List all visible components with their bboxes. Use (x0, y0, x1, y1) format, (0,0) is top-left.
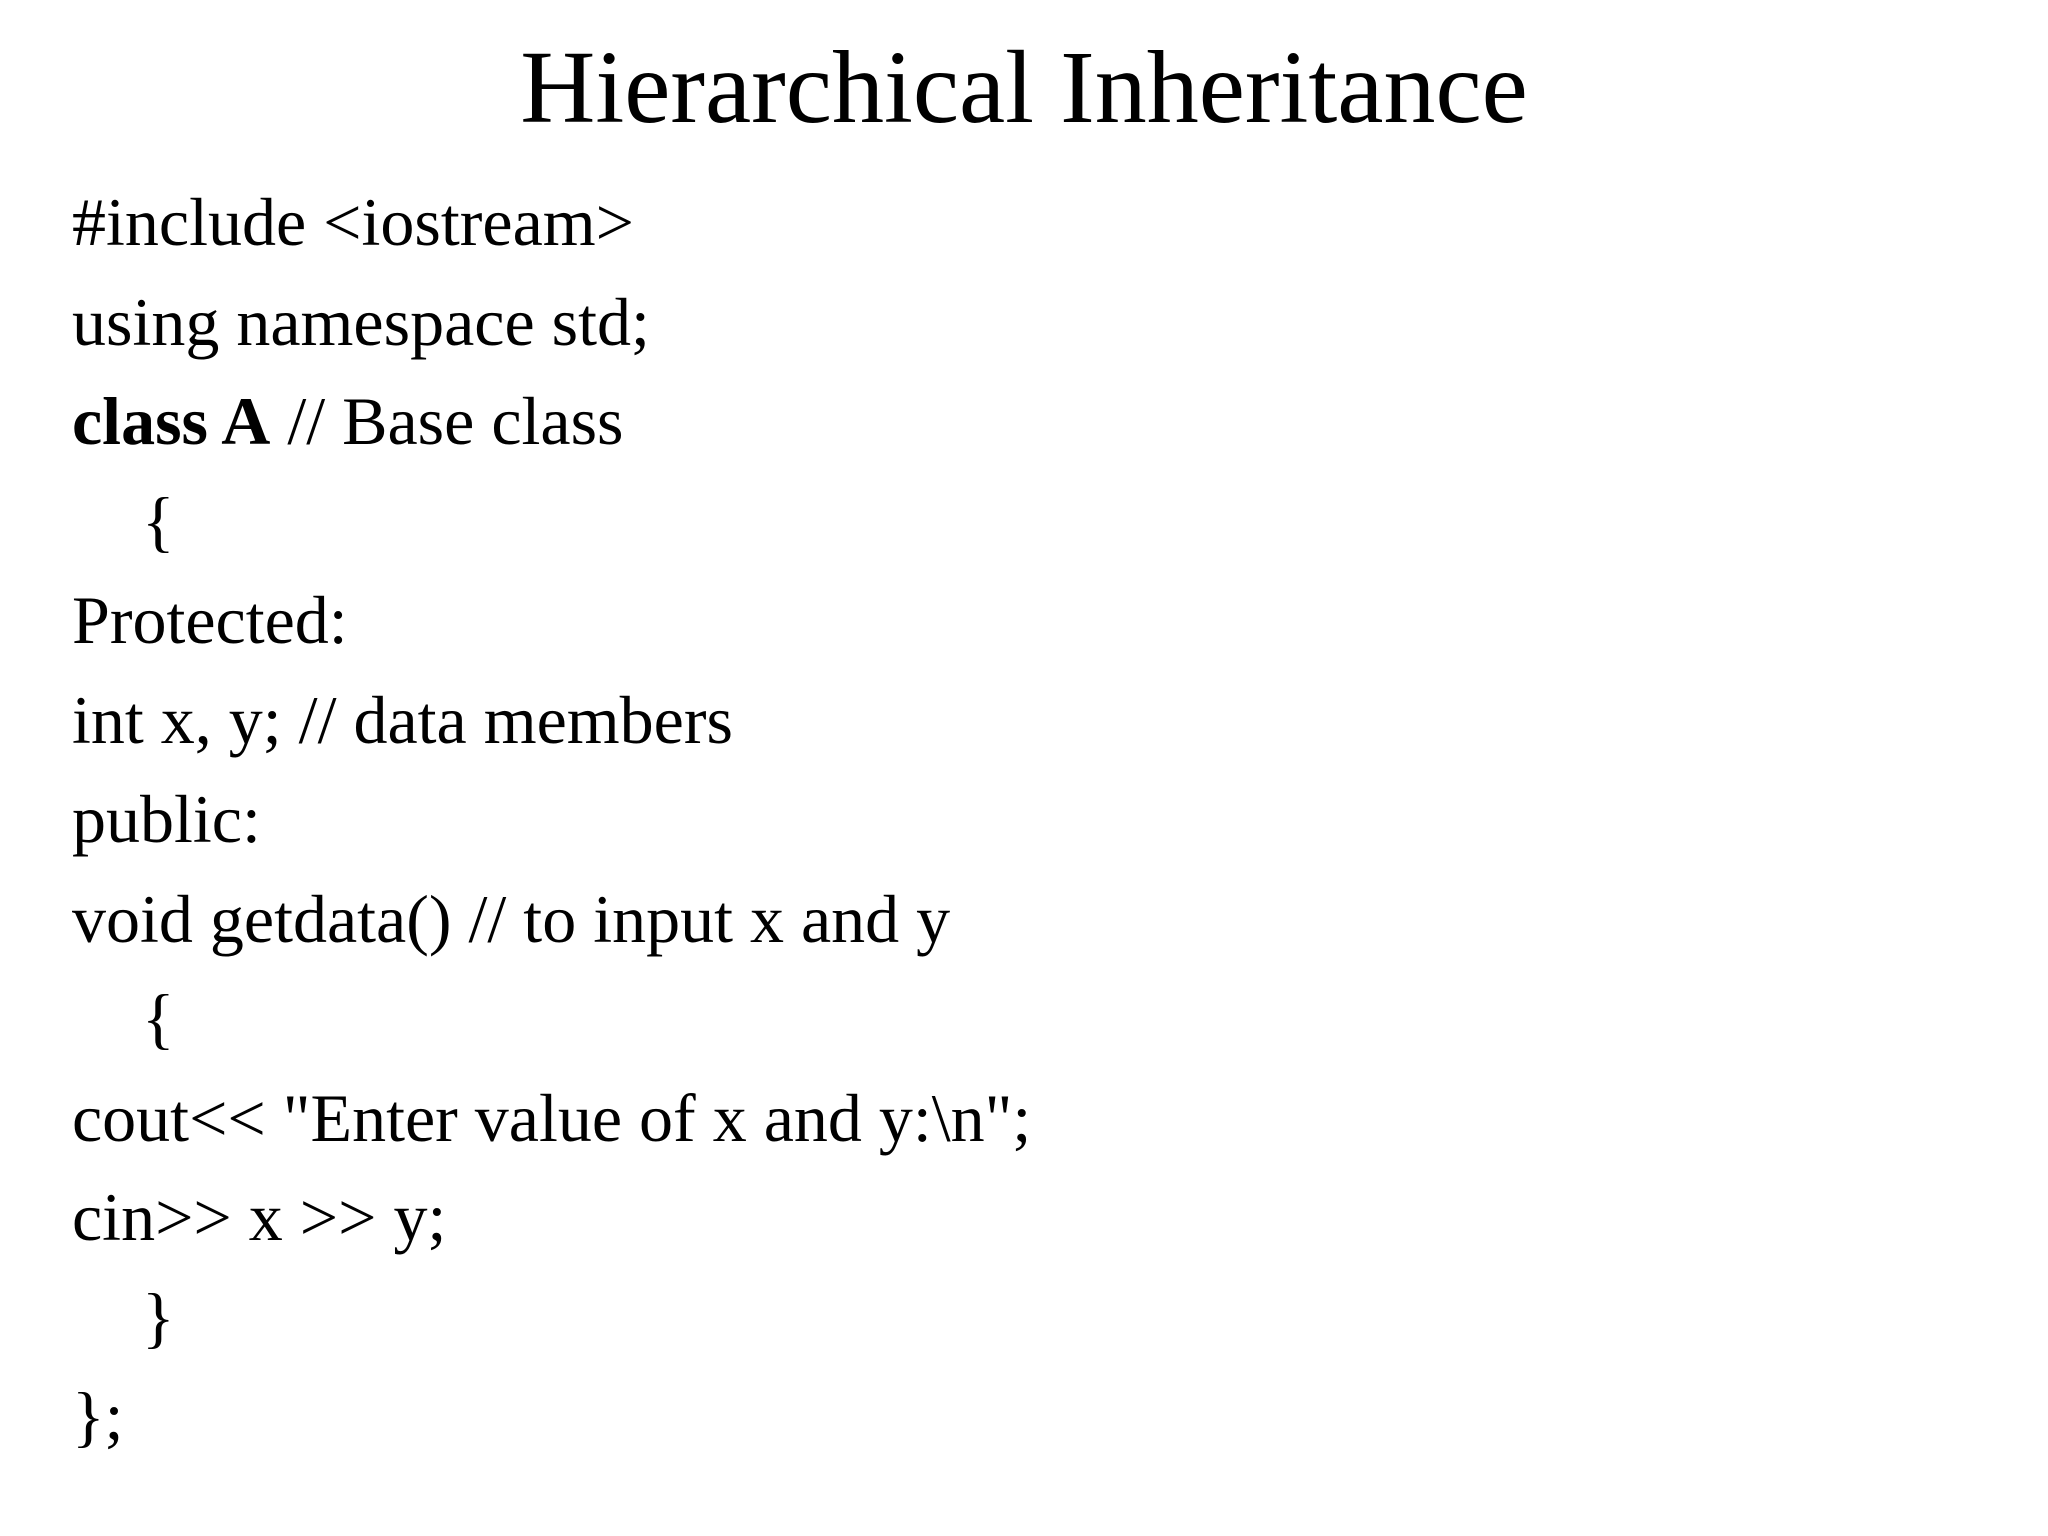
code-text: using namespace std; (72, 283, 650, 360)
slide-title: Hierarchical Inheritance (520, 30, 1528, 145)
code-text: int x, y; // data members (72, 681, 733, 758)
code-line (72, 481, 1031, 581)
code-text: { (142, 980, 175, 1056)
code-line (72, 1177, 1031, 1277)
code-line (72, 978, 1031, 1078)
code-text: } (142, 1278, 175, 1355)
code-line (72, 779, 1031, 879)
code-text: cout<< "Enter value of x and y:\n"; (72, 1079, 1032, 1156)
code-text: cin>> x >> y; (72, 1179, 447, 1255)
code-line (72, 580, 1031, 680)
code-text: { (142, 482, 175, 559)
code-line (72, 1277, 1031, 1377)
code-text: }; (72, 1378, 124, 1454)
code-line (72, 879, 1031, 979)
code-listing (72, 182, 1031, 1476)
code-line (72, 381, 1031, 481)
code-text: void getdata() // to input x and y (72, 880, 951, 957)
code-line (72, 182, 1031, 282)
class-keyword: class A (72, 383, 271, 459)
code-line (72, 1078, 1031, 1178)
code-text: // Base class (270, 383, 624, 459)
code-text: #include <iostream> (72, 184, 634, 260)
code-line (72, 680, 1031, 780)
code-line (72, 1376, 1031, 1476)
code-text: Protected: (72, 582, 348, 658)
code-line (72, 282, 1031, 382)
code-text: public: (72, 781, 261, 857)
